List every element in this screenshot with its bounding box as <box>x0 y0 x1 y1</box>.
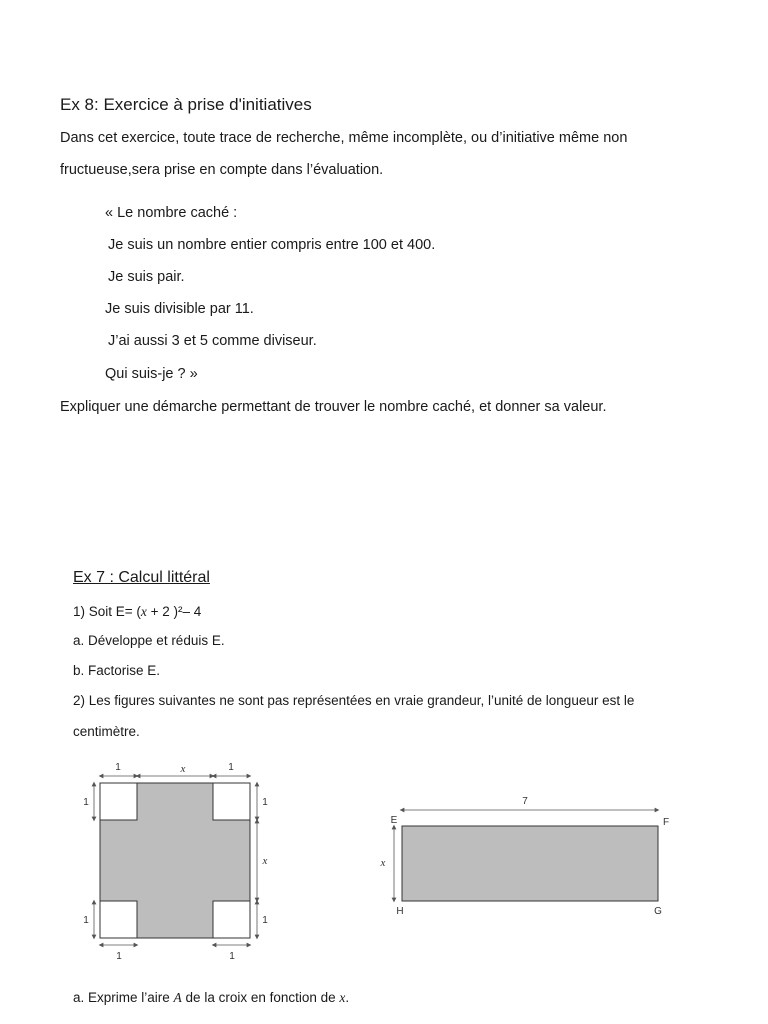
label-left-bottom: 1 <box>83 915 89 926</box>
ex7-q1b: b. Factorise E. <box>73 663 161 678</box>
corner-square-bottom-left <box>100 901 137 938</box>
rectangle-figure <box>372 790 682 920</box>
ex7-qa-mid: de la croix en fonction de <box>181 990 340 1005</box>
label-right-mid: x <box>262 855 268 867</box>
label-top-right: 1 <box>228 762 234 773</box>
label-top-left: 1 <box>115 762 121 773</box>
label-bottom-left: 1 <box>116 951 122 962</box>
ex7-q1a: a. Développe et réduis E. <box>73 633 225 648</box>
ex7-qa-prefix: a. Exprime l’aire <box>73 990 174 1005</box>
riddle-line-3: Je suis pair. <box>108 269 185 285</box>
ex8-intro-line2: fructueuse,sera prise en compte dans l’évaluation. <box>60 162 384 178</box>
label-right-bottom: 1 <box>262 915 268 926</box>
riddle-line-1: « Le nombre caché : <box>105 205 238 221</box>
riddle-line-6: Qui suis-je ? » <box>105 366 198 382</box>
corner-h: H <box>396 906 404 917</box>
ex7-qa-area: A <box>173 990 182 1005</box>
label-rect-top: 7 <box>522 796 528 807</box>
label-rect-left: x <box>380 857 386 869</box>
ex7-q1-var: x <box>140 604 147 619</box>
corner-square-bottom-right <box>213 901 250 938</box>
riddle-line-5: J’ai aussi 3 et 5 comme diviseur. <box>108 333 317 349</box>
corner-square-top-right <box>213 783 250 820</box>
ex7-q2-line1: 2) Les figures suivantes ne sont pas représentées en vraie grandeur, l’unité de longueur est le <box>73 693 635 708</box>
ex7-q1 <box>73 604 201 620</box>
ex7-qa-suffix: . <box>345 990 350 1005</box>
ex8-intro-line1: Dans cet exercice, toute trace de recherche, même incomplète, ou d’initiative même non <box>60 130 628 146</box>
rectangle-efgh <box>402 826 658 901</box>
ex8-question: Expliquer une démarche permettant de trouver le nombre caché, et donner sa valeur. <box>60 399 607 415</box>
corner-e: E <box>390 815 398 826</box>
riddle-line-2: Je suis un nombre entier compris entre 100 et 400. <box>108 237 436 253</box>
cross-figure <box>78 758 278 968</box>
ex7-q2-line2: centimètre. <box>73 724 140 739</box>
ex7-q1-prefix: 1) Soit E= ( <box>73 604 141 619</box>
label-bottom-right: 1 <box>229 951 235 962</box>
corner-g: G <box>654 906 662 917</box>
ex7-qa-var: x <box>339 990 346 1005</box>
corner-square-top-left <box>100 783 137 820</box>
riddle-line-4: Je suis divisible par 11. <box>105 301 254 317</box>
label-left-top: 1 <box>83 797 89 808</box>
label-top-mid: x <box>180 763 186 775</box>
label-right-top: 1 <box>262 797 268 808</box>
ex7-qa <box>73 990 349 1006</box>
corner-f: F <box>662 817 670 828</box>
ex7-q1-suffix: + 2 )²– 4 <box>146 604 202 619</box>
ex7-title: Ex 7 : Calcul littéral <box>73 569 210 586</box>
ex8-title: Ex 8: Exercice à prise d'initiatives <box>60 95 312 114</box>
